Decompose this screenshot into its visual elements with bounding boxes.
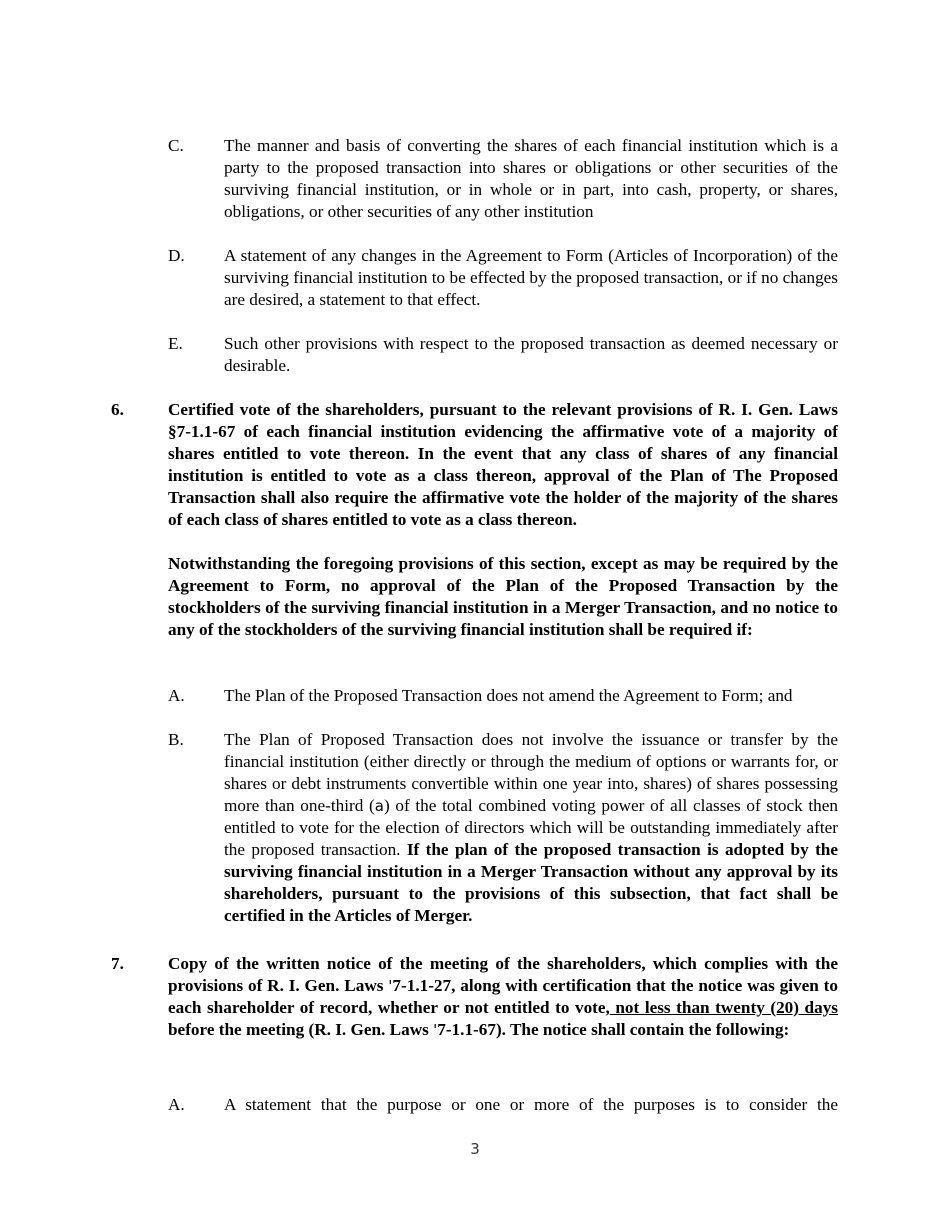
section-7-item-a-label: A. bbox=[168, 1095, 185, 1114]
section-6-item-b-label: B. bbox=[168, 730, 184, 749]
section-6-notwithstanding: Notwithstanding the foregoing provisions of this section, except as may be required by the Agreement to Form, no approval of the Plan of the Proposed Transaction by the stockholders of the surviving financial institution in a Merger Transaction, and no notice to any of the stockholders of the surviving financial institution shall be required if: bbox=[168, 554, 838, 639]
page-number: 3 bbox=[470, 1140, 480, 1158]
section-7-text-2: 7-1.1-27, along with certification that the notice was given to each shareholder of record, whether or not entitled to vote, bbox=[168, 976, 838, 1017]
section-6-item-a-label: A. bbox=[168, 686, 185, 705]
section-symbol-1: ' bbox=[388, 977, 393, 995]
section-7-item-a-text: A statement that the purpose or one or more of the purposes is to consider the bbox=[224, 1095, 838, 1114]
section-7-text-1: Copy of the written notice of the meeting of the shareholders, which complies with the provisions of R. I. Gen. Laws bbox=[168, 954, 838, 995]
item-e-label: E. bbox=[168, 334, 183, 353]
section-7-text-3: before the meeting (R. I. Gen. Laws bbox=[168, 1020, 434, 1039]
section-7-label: 7. bbox=[111, 954, 124, 973]
section-6-item-b-text-2: ) of the total combined voting power of all classes of stock then entitled to vote for the election of directors which will be outstanding immediately after the proposed transaction. bbox=[224, 796, 838, 859]
section-6-item-b-text-1: The Plan of Proposed Transaction does not involve the issuance or transfer by the financial institution (either directly or through the medium of options or warrants for, or shares or debt instruments convertible within one year into, shares) of shares possessing more than one-third ( bbox=[224, 730, 838, 815]
section-6-text: Certified vote of the shareholders, pursuant to the relevant provisions of R. I. Gen. Laws §7-1.1-67 of each financial institution evidencing the affirmative vote of a majority of shares entitled to vote thereon. In the event that any class of shares of any financial institution is entitled to vote as a class thereon, approval of the Plan of The Proposed Transaction shall also require the affirmative vote the holder of the majority of the shares of each class of shares entitled to vote as a class thereon. bbox=[168, 400, 838, 529]
section-7-underlined: not less than twenty (20) days bbox=[609, 998, 838, 1017]
section-7-text bbox=[168, 953, 838, 1041]
section-symbol-2: ' bbox=[433, 1021, 438, 1039]
item-e-text: Such other provisions with respect to the proposed transaction as deemed necessary or desirable. bbox=[224, 334, 838, 375]
section-7-text-4: 7-1.1-67). The notice shall contain the following: bbox=[437, 1020, 790, 1039]
section-6-label: 6. bbox=[111, 400, 124, 419]
fraction-symbol: a bbox=[374, 797, 384, 815]
section-6-item-a-text: The Plan of the Proposed Transaction does not amend the Agreement to Form; and bbox=[224, 686, 793, 705]
item-d-text: A statement of any changes in the Agreement to Form (Articles of Incorporation) of the surviving financial institution to be effected by the proposed transaction, or if no changes are desired, a statement to that effect. bbox=[224, 246, 838, 309]
item-d-label: D. bbox=[168, 246, 185, 265]
section-6-item-b-text bbox=[224, 729, 838, 927]
item-c-label: C. bbox=[168, 136, 184, 155]
section-6-item-b-bold-text: If the plan of the proposed transaction is adopted by the surviving financial institution in a Merger Transaction without any approval by its shareholders, pursuant to the provisions of this subsection, that fact shall be certified in the Articles of Merger. bbox=[224, 840, 838, 925]
item-c-text: The manner and basis of converting the shares of each financial institution which is a party to the proposed transaction into shares or obligations or other securities of the surviving financial institution, or in whole or in part, into cash, property, or shares, obligations, or other securities of any other institution bbox=[224, 136, 838, 221]
